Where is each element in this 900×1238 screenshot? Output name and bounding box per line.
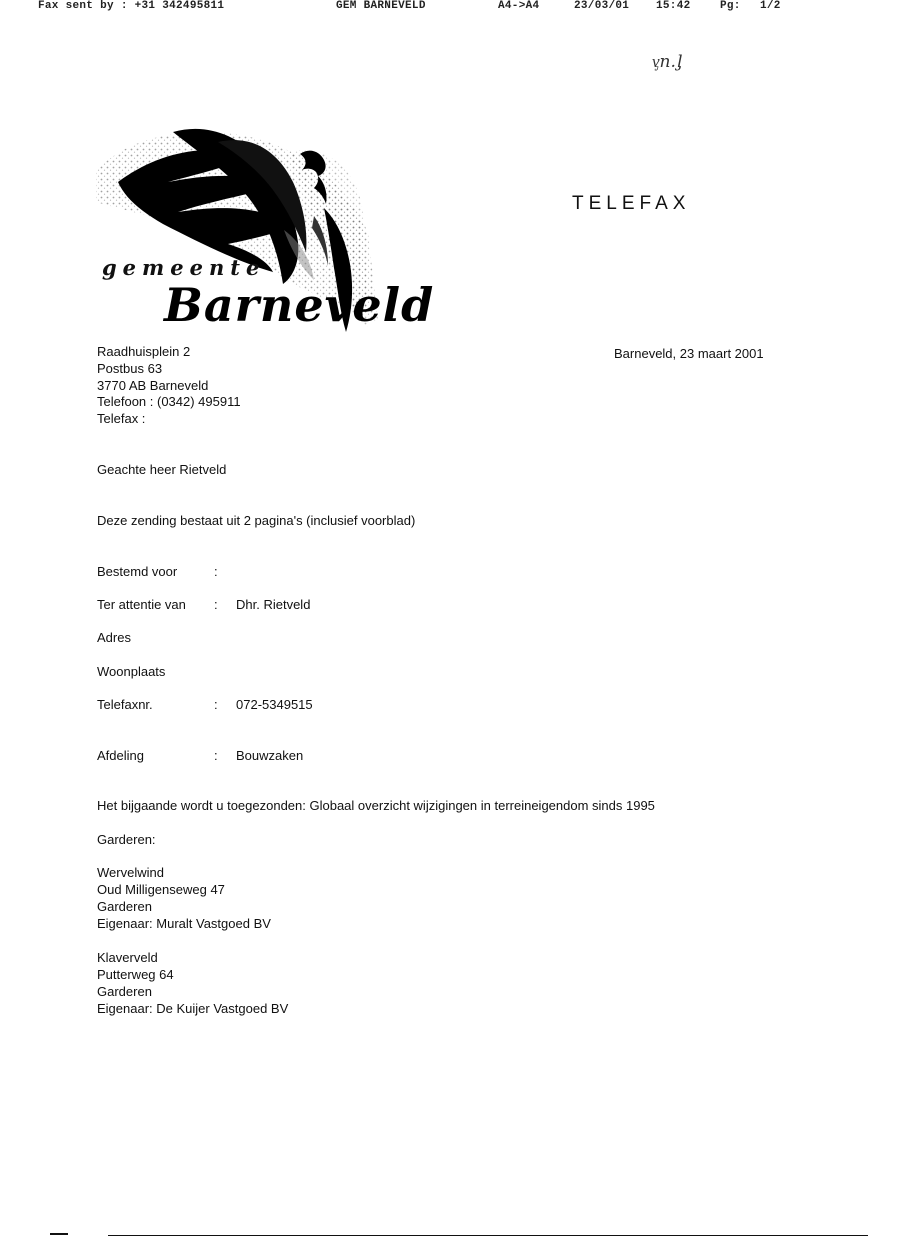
- fax-edge-mark: [50, 1233, 68, 1235]
- fax-header: [38, 0, 798, 14]
- pages-note: Deze zending bestaat uit 2 pagina's (inclusief voorblad): [97, 513, 416, 528]
- property-owner: Eigenaar: De Kuijer Vastgoed BV: [97, 1001, 289, 1016]
- field-label: Woonplaats: [97, 664, 166, 679]
- handwritten-note: ᶌn.ᶅ: [652, 52, 682, 72]
- section-heading: Garderen:: [97, 832, 156, 847]
- property-owner: Eigenaar: Muralt Vastgoed BV: [97, 916, 271, 931]
- field-colon: :: [214, 597, 218, 612]
- document-type-title: TELEFAX: [572, 193, 691, 214]
- property-address: Oud Milligenseweg 47: [97, 882, 225, 897]
- fax-edge-line: [108, 1235, 868, 1236]
- fax-time: 15:42: [656, 0, 691, 12]
- fax-date: 23/03/01: [574, 0, 630, 12]
- field-label: Afdeling: [97, 748, 144, 763]
- place-date: Barneveld, 23 maart 2001: [614, 346, 764, 361]
- address-postal-city: 3770 AB Barneveld: [97, 377, 209, 393]
- fax-sender: Fax sent by : +31 342495811: [38, 0, 225, 12]
- field-colon: :: [214, 697, 218, 712]
- field-label: Bestemd voor: [97, 564, 178, 579]
- property-place: Garderen: [97, 899, 152, 914]
- fax-page-number: 1/2: [760, 0, 781, 12]
- property-place: Garderen: [97, 984, 152, 999]
- address-pobox: Postbus 63: [97, 360, 163, 376]
- property-block: [97, 864, 271, 932]
- salutation: Geachte heer Rietveld: [97, 462, 227, 477]
- field-value: Dhr. Rietveld: [236, 597, 311, 612]
- field-label: Telefaxnr.: [97, 697, 153, 712]
- property-name: Klaverveld: [97, 950, 158, 965]
- fax-format: A4->A4: [498, 0, 540, 12]
- fax-page-label: Pg:: [720, 0, 741, 12]
- field-label: Adres: [97, 630, 131, 645]
- field-colon: :: [214, 748, 218, 763]
- logo-wordmark-gemeente: gemeente: [102, 255, 266, 280]
- address-street: Raadhuisplein 2: [97, 344, 191, 359]
- sender-address: [97, 344, 241, 428]
- field-colon: :: [214, 564, 218, 579]
- subject-line: Het bijgaande wordt u toegezonden: Globaal overzicht wijzigingen in terreineigendom sinds 1995: [97, 798, 655, 813]
- field-value: Bouwzaken: [236, 748, 304, 763]
- property-name: Wervelwind: [97, 865, 164, 880]
- property-address: Putterweg 64: [97, 967, 174, 982]
- field-label: Ter attentie van: [97, 597, 186, 612]
- field-value: 072-5349515: [236, 697, 313, 712]
- fax-org: GEM BARNEVELD: [336, 0, 426, 12]
- logo-wordmark-barneveld: Barneveld: [164, 278, 435, 332]
- property-block: [97, 949, 288, 1017]
- address-phone: Telefoon : (0342) 495911: [97, 394, 241, 410]
- address-fax: Telefax :: [97, 411, 146, 427]
